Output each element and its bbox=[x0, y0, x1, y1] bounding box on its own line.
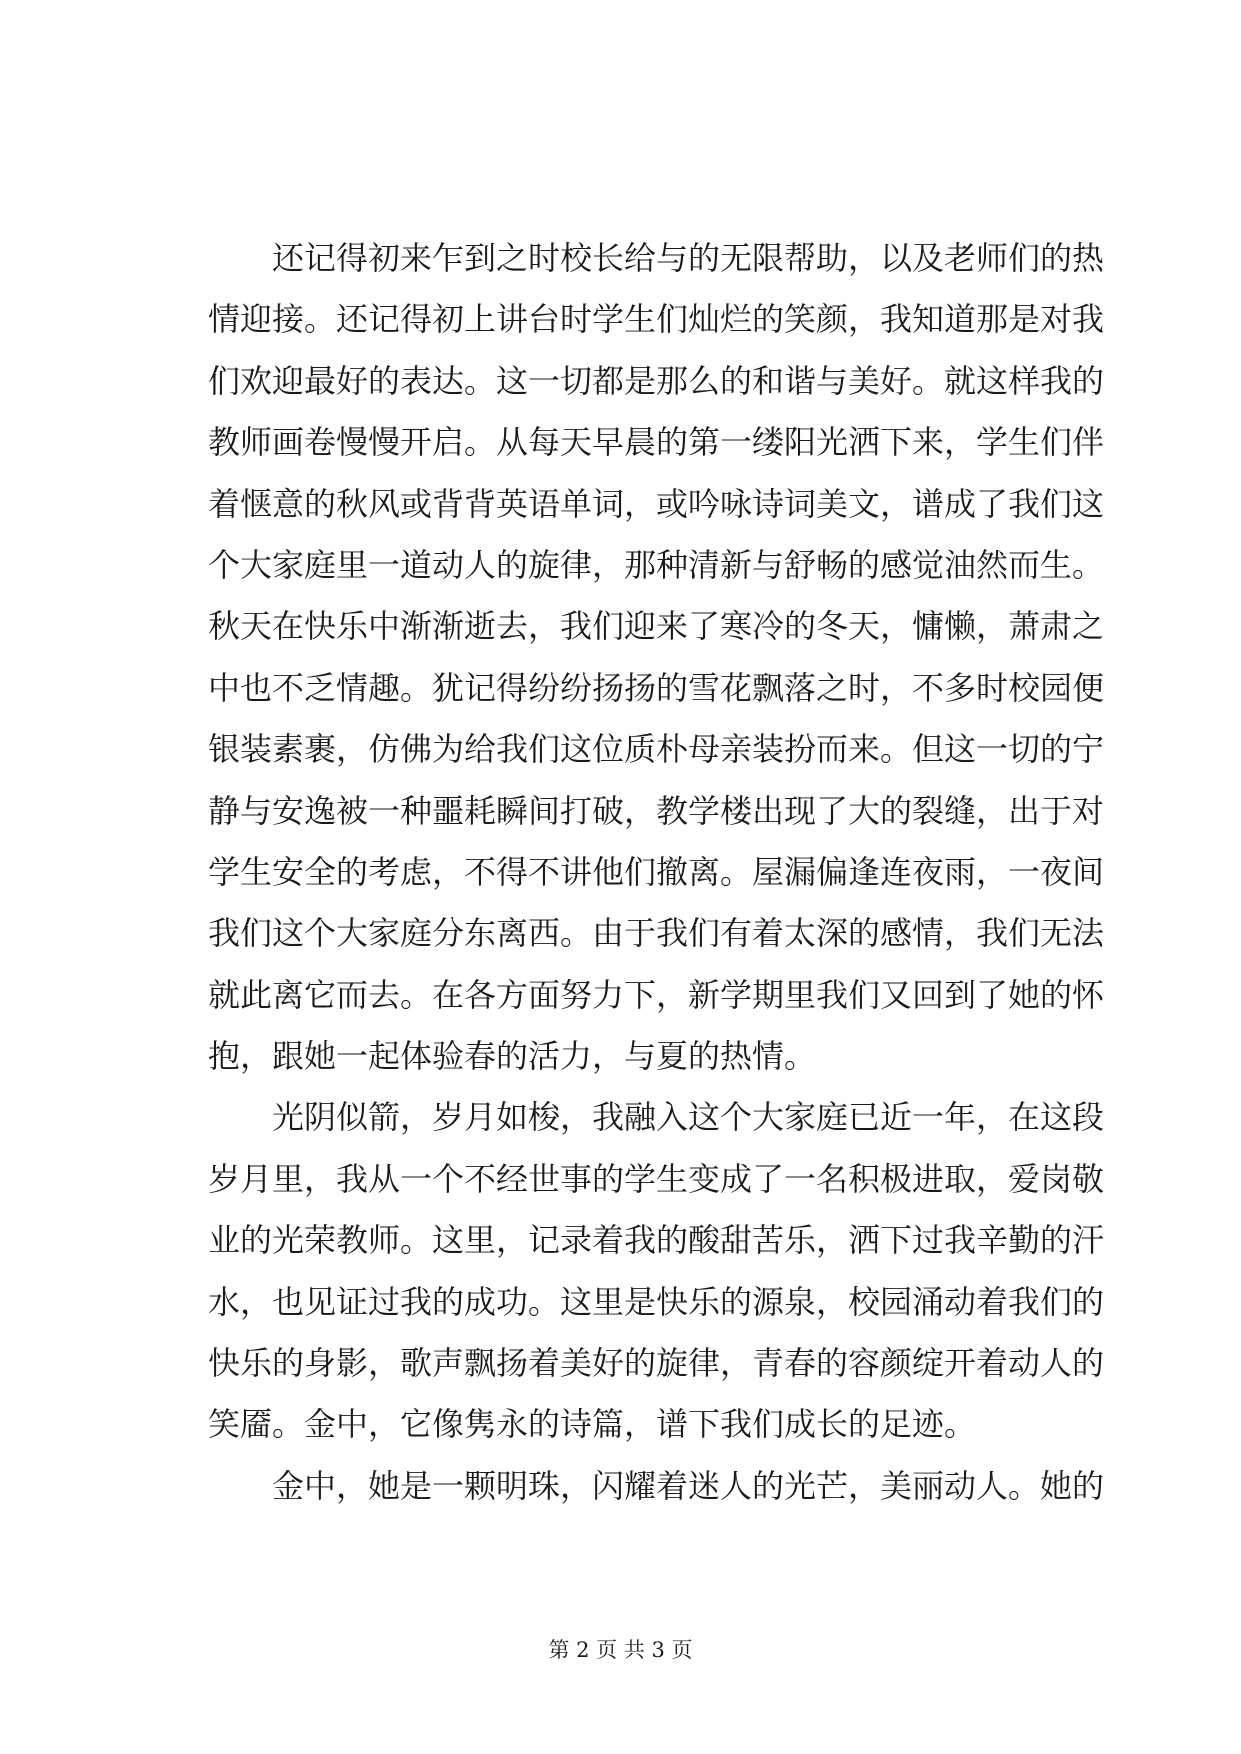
text-line: 们欢迎最好的表达。这一切都是那么的和谐与美好。就这样我的 bbox=[208, 361, 1105, 400]
text-line: 情迎接。还记得初上讲台时学生们灿烂的笑颜，我知道那是对我 bbox=[208, 300, 1105, 339]
text-line: 水，也见证过我的成功。这里是快乐的源泉，校园涌动着我们的 bbox=[208, 1282, 1105, 1321]
text-line: 中也不乏情趣。犹记得纷纷扬扬的雪花飘落之时，不多时校园便 bbox=[208, 668, 1105, 707]
text-line: 着惬意的秋风或背背英语单词，或吟咏诗词美文，谱成了我们这 bbox=[208, 484, 1105, 523]
text-line: 抱，跟她一起体验春的活力，与夏的热情。 bbox=[208, 1037, 817, 1076]
text-line: 教师画卷慢慢开启。从每天早晨的第一缕阳光洒下来，学生们伴 bbox=[208, 423, 1105, 462]
text-line: 金中，她是一颗明珠，闪耀着迷人的光芒，美丽动人。她的 bbox=[272, 1466, 1105, 1505]
page-number-footer: 第 2 页 共 3 页 bbox=[548, 1638, 693, 1662]
paragraph-2 bbox=[208, 1087, 1105, 1455]
text-line: 笑靥。金中，它像隽永的诗篇，谱下我们成长的足迹。 bbox=[208, 1405, 977, 1444]
paragraph-3 bbox=[208, 1456, 1105, 1517]
text-line: 个大家庭里一道动人的旋律，那种清新与舒畅的感觉油然而生。 bbox=[208, 545, 1105, 584]
text-line: 快乐的身影，歌声飘扬着美好的旋律，青春的容颜绽开着动人的 bbox=[208, 1344, 1105, 1383]
text-line: 业的光荣教师。这里，记录着我的酸甜苦乐，洒下过我辛勤的汗 bbox=[208, 1221, 1105, 1260]
text-line: 我们这个大家庭分东离西。由于我们有着太深的感情，我们无法 bbox=[208, 914, 1105, 953]
text-line: 银装素裹，仿佛为给我们这位质朴母亲装扮而来。但这一切的宁 bbox=[208, 730, 1105, 769]
text-line: 秋天在快乐中渐渐逝去，我们迎来了寒冷的冬天，慵懒，萧肃之 bbox=[208, 607, 1105, 646]
document-body bbox=[208, 228, 1105, 1517]
text-line: 光阴似箭，岁月如梭，我融入这个大家庭已近一年，在这段 bbox=[272, 1098, 1105, 1137]
text-line: 学生安全的考虑，不得不讲他们撤离。屋漏偏逢连夜雨，一夜间 bbox=[208, 852, 1105, 891]
text-line: 岁月里，我从一个不经世事的学生变成了一名积极进取，爱岗敬 bbox=[208, 1159, 1105, 1198]
text-line: 还记得初来乍到之时校长给与的无限帮助，以及老师们的热 bbox=[272, 239, 1105, 277]
text-line: 就此离它而去。在各方面努力下，新学期里我们又回到了她的怀 bbox=[208, 975, 1105, 1014]
paragraph-1 bbox=[208, 228, 1105, 1087]
text-line: 静与安逸被一种噩耗瞬间打破，教学楼出现了大的裂缝，出于对 bbox=[208, 791, 1105, 830]
